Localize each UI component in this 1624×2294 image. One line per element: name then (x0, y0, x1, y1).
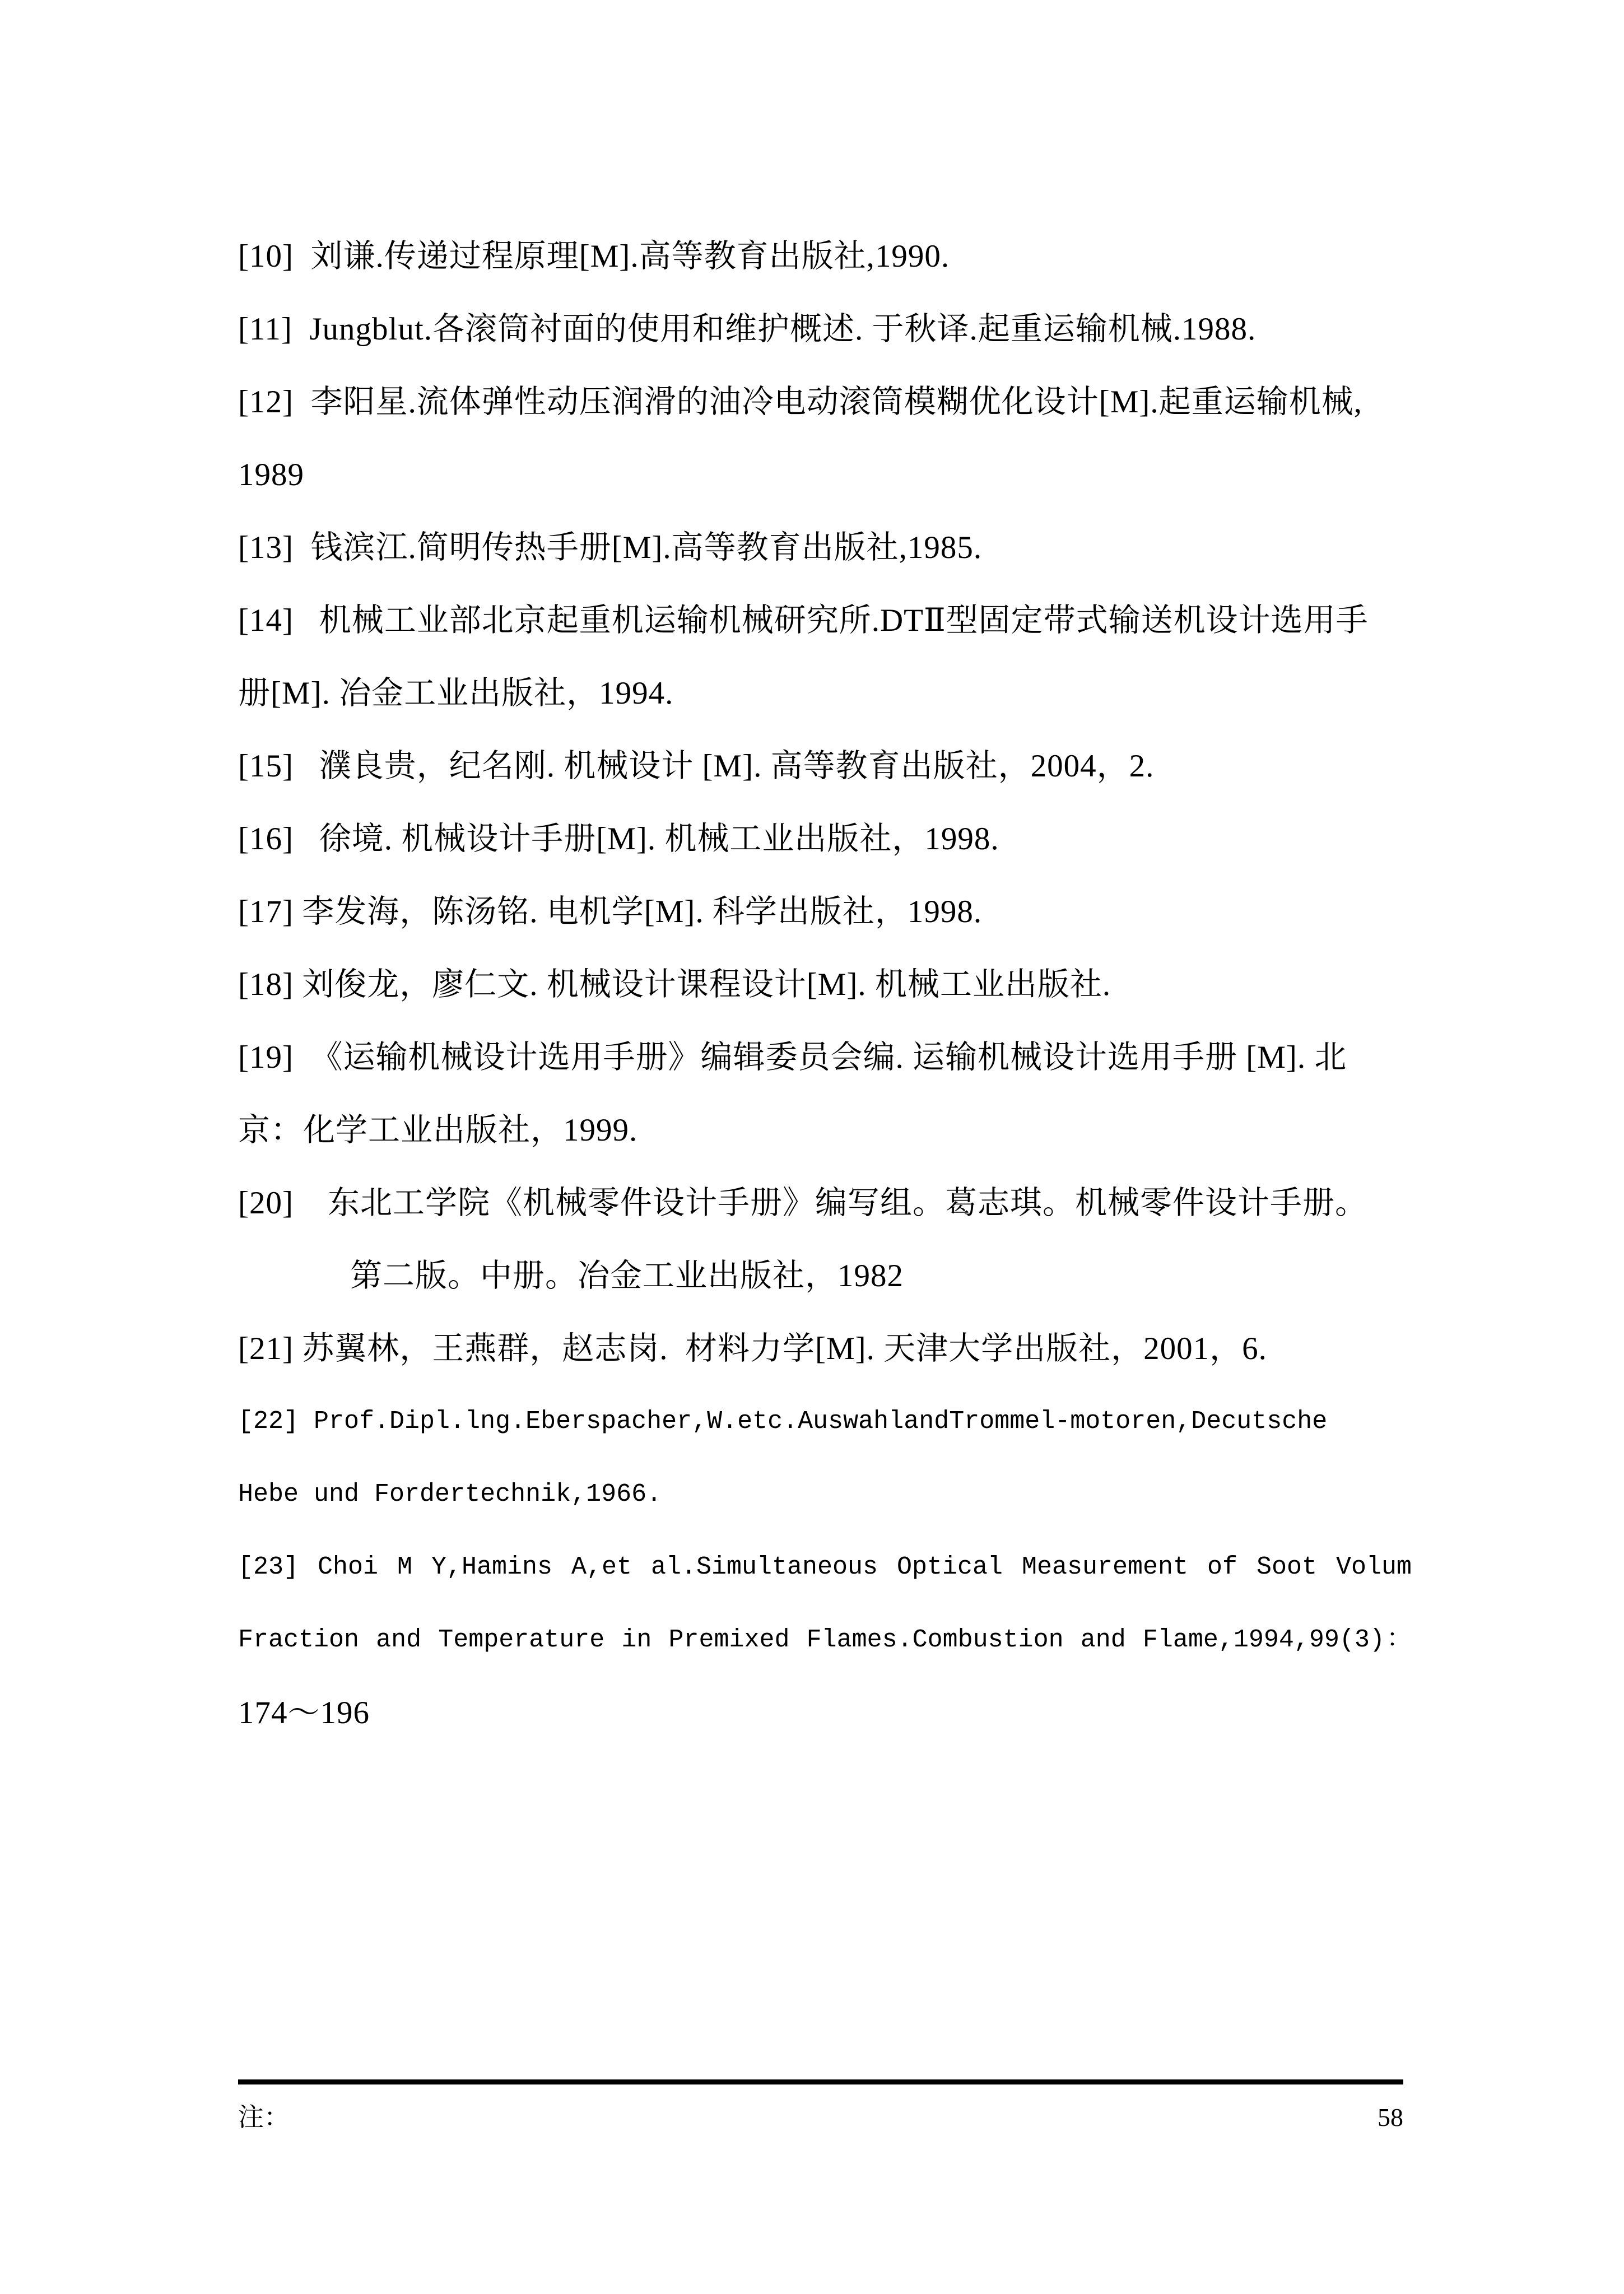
footer-note: 注： (238, 2103, 290, 2132)
footer-divider (238, 2079, 1403, 2084)
reference-continuation-line: 1989 (238, 457, 304, 492)
reference-line: [23] Choi M Y,Hamins A,et al.Simultaneous Optical Measurement of Soot Volum (238, 1553, 1412, 1581)
reference-line: [22] Prof.Dipl.lng.Eberspacher,W.etc.AuswahlandTrommel-motoren,Decutsche (238, 1407, 1328, 1436)
page-footer (238, 2079, 1403, 2132)
reference-line: [21] 苏翼林，王燕群，赵志岗. 材料力学[M]. 天津大学出版社，2001，6. (238, 1331, 1267, 1366)
reference-continuation-line: Hebe und Fordertechnik,1966. (238, 1480, 662, 1509)
reference-continuation-line: 第二版。中册。冶金工业出版社，1982 (350, 1258, 904, 1293)
reference-line: [19] 《运输机械设计选用手册》编辑委员会编. 运输机械设计选用手册 [M]. 北 (238, 1040, 1347, 1075)
reference-continuation-line: 京：化学工业出版社，1999. (238, 1113, 638, 1148)
reference-line: [17] 李发海，陈汤铭. 电机学[M]. 科学出版社，1998. (238, 894, 983, 929)
reference-line: [18] 刘俊龙，廖仁文. 机械设计课程设计[M]. 机械工业出版社. (238, 967, 1111, 1002)
reference-line: [11] Jungblut.各滚筒衬面的使用和维护概述. 于秋译.起重运输机械.1988. (238, 311, 1257, 347)
page-number: 58 (1378, 2103, 1403, 2132)
reference-line: [12] 李阳星.流体弹性动压润滑的油冷电动滚筒模糊优化设计[M].起重运输机械, (238, 384, 1362, 420)
reference-line: [13] 钱滨江.简明传热手册[M].高等教育出版社,1985. (238, 530, 983, 565)
reference-continuation-line: 174～196 (238, 1695, 370, 1730)
reference-continuation-line: Fraction and Temperature in Premixed Flames.Combustion and Flame,1994,99(3)： (238, 1626, 1412, 1654)
reference-line: [20] 东北工学院《机械零件设计手册》编写组。葛志琪。机械零件设计手册。 (238, 1185, 1367, 1221)
reference-line: [10] 刘谦.传递过程原理[M].高等教育出版社,1990. (238, 239, 950, 274)
reference-line: [16] 徐境. 机械设计手册[M]. 机械工业出版社，1998. (238, 821, 999, 857)
reference-line: [14] 机械工业部北京起重机运输机械研究所.DTⅡ型固定带式输送机设计选用手 (238, 603, 1369, 638)
references-list (238, 220, 1412, 1749)
reference-continuation-line: 册[M]. 冶金工业出版社，1994. (238, 676, 674, 711)
reference-line: [15] 濮良贵，纪名刚. 机械设计 [M]. 高等教育出版社，2004，2. (238, 748, 1155, 784)
